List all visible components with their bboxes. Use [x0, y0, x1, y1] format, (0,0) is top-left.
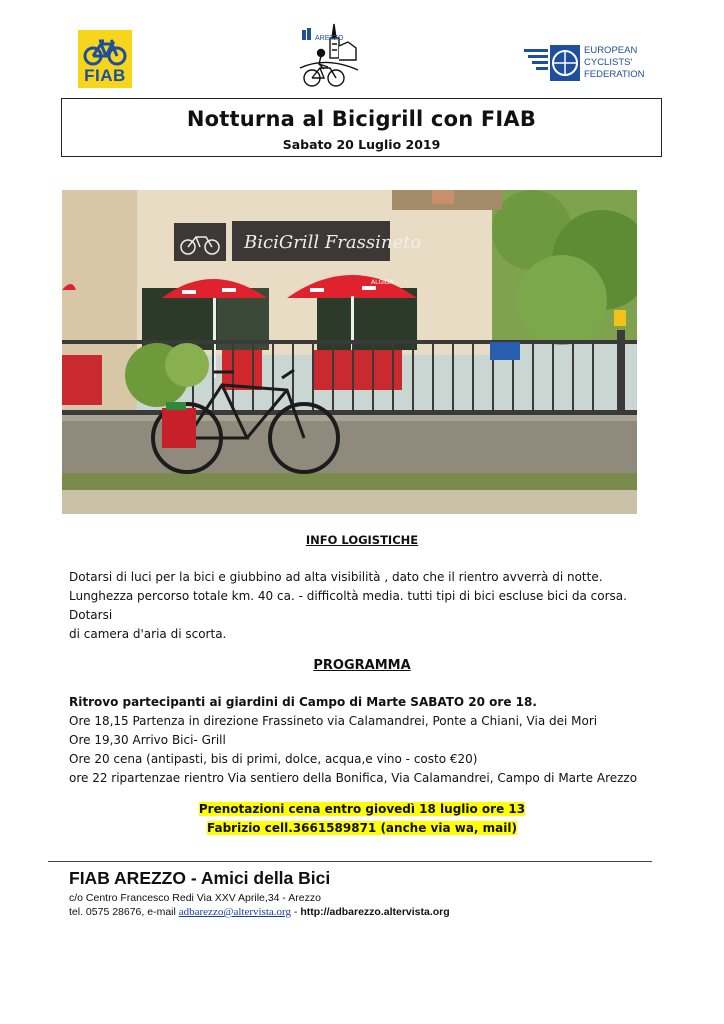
- event-date: Sabato 20 Luglio 2019: [282, 137, 441, 152]
- ecf-logo-text: [584, 45, 645, 81]
- fiab-logo: [78, 30, 132, 88]
- footer-address: c/o Centro Francesco Redi Via XXV Aprile,34 - Arezzo: [69, 892, 321, 904]
- ecf-line-3: FEDERATION: [584, 69, 645, 80]
- umbrella-text: ALGIDA: [371, 279, 394, 286]
- ecf-logo: [524, 42, 654, 84]
- info-heading: INFO LOGISTICHE: [305, 533, 419, 547]
- ecf-line-2: CYCLISTS': [584, 57, 633, 68]
- footer-divider: [48, 861, 652, 862]
- footer-separator: -: [290, 906, 301, 918]
- bicycle-icon: [82, 38, 128, 66]
- footer-website: http://adbarezzo.altervista.org: [300, 906, 450, 918]
- program-list: [69, 693, 669, 788]
- ecf-line-1: EUROPEAN: [584, 45, 638, 56]
- booking-line-1: Prenotazioni cena entro giovedì 18 luglio ore 13: [198, 802, 526, 816]
- footer-tel: tel. 0575 28676, e-mail: [69, 906, 179, 918]
- info-line: Lunghezza percorso totale km. 40 ca. - difficoltà media. tutti tipi di bici escluse bici da corsa. Dotarsi: [69, 589, 627, 622]
- page-title: Notturna al Bicigrill con FIAB: [186, 107, 537, 131]
- footer-email-link[interactable]: adbarezzo@altervista.org: [178, 906, 291, 918]
- info-line: Dotarsi di luci per la bici e giubbino ad alta visibilità , dato che il rientro avverrà di notte.: [69, 570, 603, 584]
- bicigrill-sign-text: BiciGrill Frassineto: [244, 232, 422, 253]
- booking-notice: [0, 800, 724, 838]
- program-item: Ore 18,15 Partenza in direzione Frassineto via Calamandrei, Ponte a Chiani, Via dei Mori: [69, 714, 598, 728]
- cyclist-church-icon: [296, 20, 362, 90]
- ecf-wheel-icon: [524, 43, 582, 83]
- program-item: ore 22 ripartenzae rientro Via sentiero della Bonifica, Via Calamandrei, Campo di Marte Arezzo: [69, 771, 638, 785]
- program-item: Ore 20 cena (antipasti, bis di primi, dolce, acqua,e vino - costo €20): [69, 752, 478, 766]
- footer-contact: [69, 905, 450, 919]
- bicigrill-photo-illustration: [62, 190, 637, 514]
- title-box: [61, 98, 662, 157]
- footer-org: FIAB AREZZO - Amici della Bici: [69, 868, 331, 888]
- program-heading: PROGRAMMA: [313, 658, 411, 673]
- program-item: Ore 19,30 Arrivo Bici- Grill: [69, 733, 226, 747]
- info-line: di camera d'aria di scorta.: [69, 627, 227, 641]
- booking-line-2: Fabrizio cell.3661589871 (anche via wa, mail): [207, 821, 517, 835]
- info-text: [69, 568, 669, 644]
- arezzo-cyclist-logo: [296, 20, 362, 90]
- fiab-logo-text: FIAB: [84, 66, 126, 85]
- bicigrill-photo: [62, 190, 637, 514]
- program-lead: Ritrovo partecipanti ai giardini di Campo di Marte SABATO 20 ore 18.: [69, 695, 537, 709]
- arezzo-logo-text: AREZZO: [315, 35, 344, 42]
